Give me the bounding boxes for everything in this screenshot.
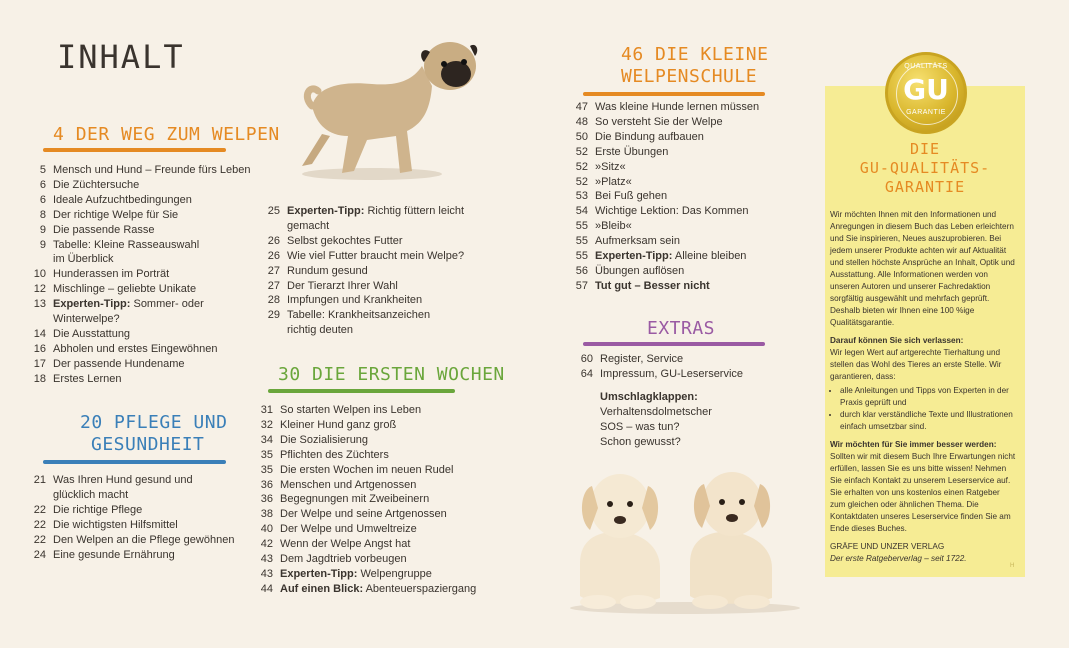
toc-item-continuation: Winterwelpe? bbox=[53, 313, 120, 326]
toc-item[interactable]: 27 Rundum gesund bbox=[267, 264, 368, 277]
panel-paragraph: Wir möchten Ihnen mit den Informationen und Anregungen in diesem Buch das Leben erleichtern und Sie inspirieren, Neues auszuprobieren. Bei jedem unserer Produkte achten wir auf Aktualität und stellen höchste Ansprüche an Inhalt, Optik und Ausstattung. Alle Informationen werden von unseren Autoren und unserer Fachredaktion sorgfältig ausgewählt und mehrfach geprüft. Deshalb bieten wir Ihnen eine 100 %ige Qualitätsgarantie. bbox=[830, 210, 1015, 327]
toc-item-tip[interactable]: 44 Auf einen Blick: Abenteuerspaziergang bbox=[260, 582, 477, 595]
toc-item[interactable]: 36 Menschen und Artgenossen bbox=[260, 478, 417, 491]
flap-item[interactable]: SOS – was tun? bbox=[600, 420, 680, 433]
section-rule-wochen bbox=[268, 389, 455, 393]
labrador-puppies-image bbox=[560, 468, 810, 618]
panel-bullet: • durch klar verständliche Texte und Illustrationen einfach umsetzbar sind. bbox=[840, 409, 1016, 433]
toc-item[interactable]: 8 Der richtige Welpe für Sie bbox=[39, 208, 179, 221]
toc-list-wochen bbox=[255, 403, 495, 597]
section-rule-weg bbox=[43, 148, 226, 152]
toc-item[interactable]: 31 So starten Welpen ins Leben bbox=[260, 404, 422, 416]
toc-item[interactable]: 64 Impressum, GU-Leserservice bbox=[580, 367, 744, 380]
toc-item-continuation: gemacht bbox=[287, 219, 330, 232]
toc-item[interactable]: 52 »Platz« bbox=[575, 175, 632, 188]
toc-item-tip[interactable]: 13 Experten-Tipp: Sommer- oder bbox=[33, 298, 204, 311]
toc-item[interactable]: 10 Hunderassen im Porträt bbox=[33, 268, 170, 281]
page-title: INHALT bbox=[57, 38, 185, 76]
flap-item[interactable]: Verhaltensdolmetscher bbox=[600, 405, 712, 418]
toc-item[interactable]: 54 Wichtige Lektion: Das Kommen bbox=[575, 205, 749, 218]
toc-item[interactable]: 40 Der Welpe und Umweltreize bbox=[260, 523, 417, 536]
panel-bullet: • alle Anleitungen und Tipps von Experten in der Praxis geprüft und bbox=[840, 385, 1016, 409]
panel-title: DIE GU-QUALITÄTS- GARANTIE bbox=[859, 140, 991, 196]
toc-item[interactable]: 26 Selbst gekochtes Futter bbox=[267, 234, 403, 247]
seal-bottom-text: GARANTIE bbox=[906, 109, 946, 116]
toc-item[interactable]: 9 Tabelle: Kleine Rasseauswahl bbox=[39, 238, 200, 251]
section-heading-extras bbox=[647, 318, 715, 340]
section-title-line2: GESUNDHEIT bbox=[91, 434, 205, 455]
section-heading-schule bbox=[621, 44, 768, 88]
toc-item[interactable]: 5 Mensch und Hund – Freunde fürs Leben bbox=[39, 164, 251, 176]
toc-item[interactable]: 55 Aufmerksam sein bbox=[575, 235, 680, 248]
section-page-number: 4 bbox=[53, 124, 65, 145]
toc-item[interactable]: 43 Dem Jagdtrieb vorbeugen bbox=[260, 553, 407, 566]
toc-item-continuation: glücklich macht bbox=[53, 488, 129, 501]
toc-item[interactable]: 53 Bei Fuß gehen bbox=[575, 190, 668, 203]
toc-item-continuation: im Überblick bbox=[53, 253, 114, 266]
toc-item[interactable]: 35 Pflichten des Züchters bbox=[260, 448, 389, 461]
toc-item[interactable]: 6 Ideale Aufzuchtbedingungen bbox=[39, 193, 192, 206]
toc-item[interactable]: 18 Erstes Lernen bbox=[33, 372, 122, 385]
toc-list-schule bbox=[570, 100, 800, 294]
flaps-heading: Umschlagklappen: bbox=[600, 390, 698, 403]
section-rule-pflege bbox=[43, 460, 226, 464]
section-heading-wochen bbox=[278, 364, 505, 386]
toc-item[interactable]: 52 Erste Übungen bbox=[575, 145, 669, 158]
toc-item[interactable]: 27 Der Tierarzt Ihrer Wahl bbox=[267, 279, 398, 292]
section-title: DIE KLEINE bbox=[655, 44, 769, 65]
toc-item[interactable]: 50 Die Bindung aufbauen bbox=[575, 130, 704, 143]
section-title: PFLEGE UND bbox=[114, 412, 228, 433]
toc-item[interactable]: 22 Die wichtigsten Hilfsmittel bbox=[33, 518, 178, 531]
seal-top-text: QUALITÄTS bbox=[904, 63, 948, 70]
toc-item[interactable]: 22 Den Welpen an die Pflege gewöhnen bbox=[33, 533, 235, 546]
toc-item[interactable]: 35 Die ersten Wochen im neuen Rudel bbox=[260, 463, 454, 476]
toc-item[interactable]: 22 Die richtige Pflege bbox=[33, 503, 143, 516]
toc-item[interactable]: 24 Eine gesunde Ernährung bbox=[33, 548, 175, 561]
toc-item[interactable]: 21 Was Ihren Hund gesund und bbox=[33, 474, 193, 486]
toc-item[interactable]: 34 Die Sozialisierung bbox=[260, 433, 369, 446]
toc-list-pflege-continued bbox=[262, 204, 492, 338]
publisher-tagline: Der erste Ratgeberverlag – seit 1722. bbox=[830, 554, 967, 563]
section-page-number: 46 bbox=[621, 44, 644, 65]
toc-item-tip[interactable]: 55 Experten-Tipp: Alleine bleiben bbox=[575, 250, 747, 263]
flap-item[interactable]: Schon gewusst? bbox=[600, 435, 681, 448]
panel-paragraph: Darauf können Sie sich verlassen: Wir legen Wert auf artgerechte Tierhaltung und stellen das Wohl des Tieres an erste Stelle. Wir garantieren, dass: bbox=[830, 336, 1002, 381]
section-title: DER WEG ZUM WELPEN bbox=[75, 124, 280, 145]
toc-item[interactable]: 38 Der Welpe und seine Artgenossen bbox=[260, 508, 447, 521]
toc-item[interactable]: 14 Die Ausstattung bbox=[33, 327, 131, 340]
pug-puppy-image bbox=[272, 36, 484, 186]
toc-list-pflege bbox=[28, 473, 258, 562]
toc-item[interactable]: 48 So versteht Sie der Welpe bbox=[575, 115, 723, 128]
toc-list-weg bbox=[28, 163, 258, 387]
toc-item[interactable]: 56 Übungen auflösen bbox=[575, 264, 685, 277]
section-rule-schule bbox=[583, 92, 765, 96]
section-heading-pflege bbox=[80, 412, 227, 456]
toc-item[interactable]: 12 Mischlinge – geliebte Unikate bbox=[33, 283, 197, 296]
toc-item[interactable]: 28 Impfungen und Krankheiten bbox=[267, 294, 423, 307]
toc-item[interactable]: 47 Was kleine Hunde lernen müssen bbox=[575, 101, 760, 113]
section-page-number: 20 bbox=[80, 412, 103, 433]
toc-item[interactable]: 55 »Bleib« bbox=[575, 220, 632, 233]
toc-item-tip[interactable]: 57 Tut gut – Besser nicht bbox=[575, 279, 710, 292]
section-page-number: 30 bbox=[278, 364, 301, 385]
toc-item[interactable]: 26 Wie viel Futter braucht mein Welpe? bbox=[267, 249, 465, 262]
toc-item-tip[interactable]: 25 Experten-Tipp: Richtig füttern leicht bbox=[267, 205, 465, 217]
section-heading-weg bbox=[53, 124, 280, 146]
toc-item[interactable]: 6 Die Züchtersuche bbox=[39, 178, 140, 191]
toc-item[interactable]: 60 Register, Service bbox=[580, 353, 684, 365]
toc-item-continuation: richtig deuten bbox=[287, 324, 354, 337]
section-rule-extras bbox=[583, 342, 765, 346]
section-title: EXTRAS bbox=[647, 318, 716, 339]
panel-mark: H bbox=[1010, 563, 1015, 569]
section-title-line2: WELPENSCHULE bbox=[621, 66, 758, 87]
toc-item[interactable]: 52 »Sitz« bbox=[575, 160, 626, 173]
toc-item[interactable]: 29 Tabelle: Krankheitsanzeichen bbox=[267, 309, 431, 322]
toc-item[interactable]: 16 Abholen und erstes Eingewöhnen bbox=[33, 342, 218, 355]
toc-item[interactable]: 9 Die passende Rasse bbox=[39, 223, 155, 236]
section-title: DIE ERSTEN WOCHEN bbox=[312, 364, 505, 385]
publisher-name: GRÄFE UND UNZER VERLAG bbox=[830, 542, 945, 551]
toc-item-tip[interactable]: 43 Experten-Tipp: Welpengruppe bbox=[260, 567, 432, 580]
toc-item[interactable]: 42 Wenn der Welpe Angst hat bbox=[260, 538, 411, 551]
toc-item[interactable]: 36 Begegnungen mit Zweibeinern bbox=[260, 493, 430, 506]
gu-logo: GU bbox=[903, 73, 949, 106]
toc-item[interactable]: 32 Kleiner Hund ganz groß bbox=[260, 418, 397, 431]
toc-list-extras bbox=[575, 352, 795, 449]
panel-text bbox=[830, 209, 1016, 565]
panel-paragraph: Wir möchten für Sie immer besser werden: Sollten wir mit diesem Buch Ihre Erwartungen nicht erfüllen, lassen Sie es uns bitte wissen! Nehmen Sie einfach Kontakt zu unserem Leserservice auf. Sie erhalten von uns kostenlos einen Ratgeber zum gleichen oder ähnlichen Thema. Die Kontaktdaten unseres Leserservice finden Sie am Ende dieses Buches. bbox=[830, 440, 1016, 533]
gu-quality-seal bbox=[885, 52, 967, 134]
toc-item[interactable]: 17 Der passende Hundename bbox=[33, 357, 185, 370]
